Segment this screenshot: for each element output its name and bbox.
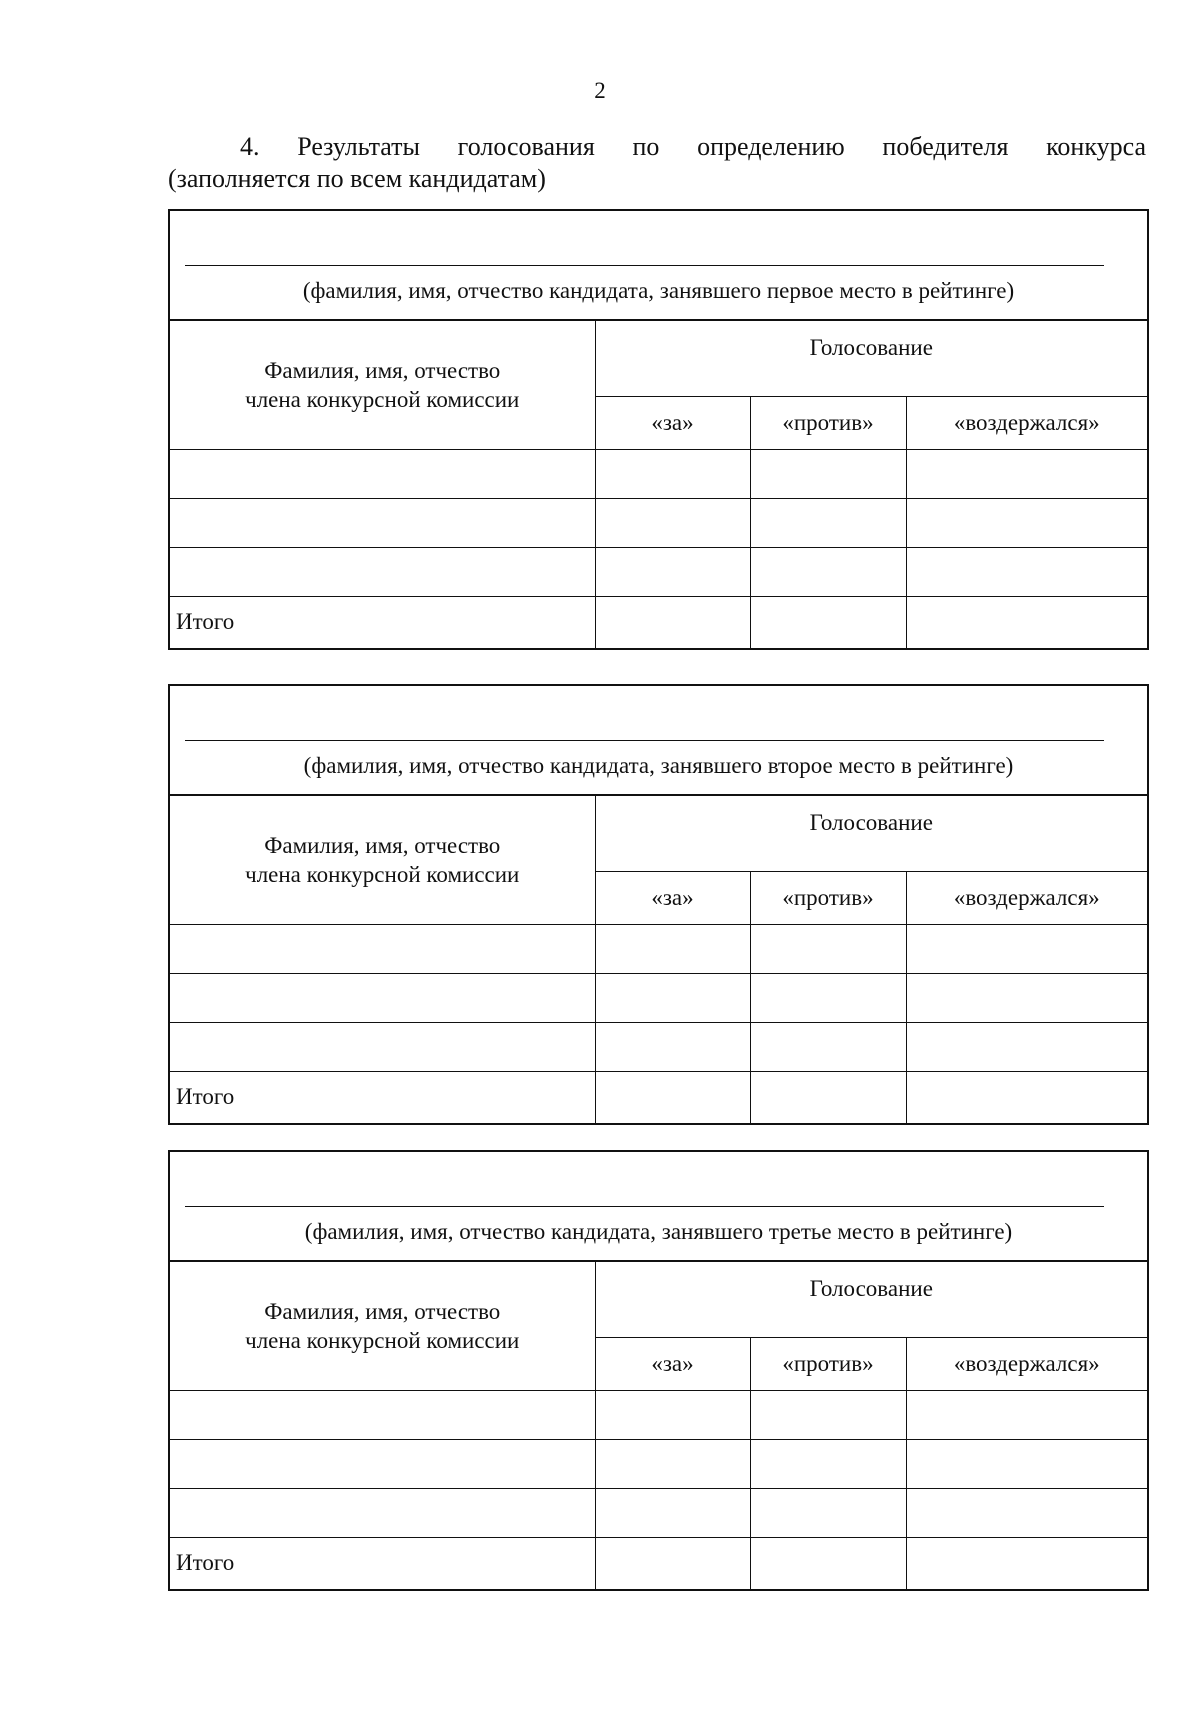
vote-abstained-cell[interactable] [906,924,1148,973]
option-abstained: «воздержался» [906,871,1148,924]
total-for-cell[interactable] [595,596,750,649]
member-name-header [169,795,595,924]
vote-for-cell[interactable] [595,1390,750,1439]
vote-for-cell[interactable] [595,1022,750,1071]
option-abstained: «воздержался» [906,396,1148,449]
table-row [169,449,1148,498]
total-for-cell[interactable] [595,1537,750,1590]
section-heading [168,131,1146,195]
member-name-header-line1: Фамилия, имя, отчество [264,1298,501,1324]
option-for: «за» [595,1337,750,1390]
voting-header: Голосование [595,795,1148,871]
vote-against-cell[interactable] [750,498,906,547]
option-for: «за» [595,871,750,924]
vote-abstained-cell[interactable] [906,973,1148,1022]
total-against-cell[interactable] [750,1071,906,1124]
candidate-caption: (фамилия, имя, отчество кандидата, занявшего третье место в рейтинге) [304,1219,1013,1244]
section-heading-line2: (заполняется по всем кандидатам) [168,164,546,193]
candidate-name-field[interactable] [169,1151,1148,1261]
table-row [169,1488,1148,1537]
candidate-name-line [185,740,1104,741]
total-for-cell[interactable] [595,1071,750,1124]
candidate-name-line [185,265,1104,266]
member-name-header [169,1261,595,1390]
total-label: Итого [169,1537,595,1590]
option-against: «против» [750,396,906,449]
vote-for-cell[interactable] [595,498,750,547]
vote-against-cell[interactable] [750,449,906,498]
table-row [169,498,1148,547]
member-name-header-line2: члена конкурсной комиссии [245,386,520,412]
member-name-header-line2: члена конкурсной комиссии [245,1327,520,1353]
vote-against-cell[interactable] [750,924,906,973]
total-row [169,596,1148,649]
total-abstained-cell[interactable] [906,1071,1148,1124]
vote-against-cell[interactable] [750,1439,906,1488]
member-name-cell[interactable] [169,498,595,547]
total-label: Итого [169,1071,595,1124]
vote-table-third-place [168,1150,1149,1591]
vote-table-second-place [168,684,1149,1125]
member-name-header-line1: Фамилия, имя, отчество [264,357,501,383]
table-row [169,1022,1148,1071]
vote-abstained-cell[interactable] [906,1488,1148,1537]
member-name-cell[interactable] [169,449,595,498]
total-row [169,1071,1148,1124]
vote-for-cell[interactable] [595,1439,750,1488]
vote-against-cell[interactable] [750,1488,906,1537]
voting-header: Голосование [595,1261,1148,1337]
vote-abstained-cell[interactable] [906,1390,1148,1439]
voting-header: Голосование [595,320,1148,396]
member-name-cell[interactable] [169,1390,595,1439]
vote-for-cell[interactable] [595,973,750,1022]
member-name-cell[interactable] [169,973,595,1022]
table-row [169,1439,1148,1488]
table-row [169,547,1148,596]
total-abstained-cell[interactable] [906,596,1148,649]
candidate-name-field[interactable] [169,210,1148,320]
vote-abstained-cell[interactable] [906,449,1148,498]
section-heading-line1: 4. Результаты голосования по определению победителя конкурса [240,132,1146,161]
vote-against-cell[interactable] [750,1022,906,1071]
option-against: «против» [750,1337,906,1390]
candidate-caption: (фамилия, имя, отчество кандидата, занявшего первое место в рейтинге) [302,278,1015,303]
vote-for-cell[interactable] [595,1488,750,1537]
option-against: «против» [750,871,906,924]
vote-abstained-cell[interactable] [906,1022,1148,1071]
vote-for-cell[interactable] [595,449,750,498]
option-for: «за» [595,396,750,449]
table-row [169,973,1148,1022]
candidate-caption: (фамилия, имя, отчество кандидата, занявшего второе место в рейтинге) [303,753,1014,778]
total-label: Итого [169,596,595,649]
candidate-name-field[interactable] [169,685,1148,795]
member-name-cell[interactable] [169,1488,595,1537]
total-against-cell[interactable] [750,596,906,649]
vote-table-first-place [168,209,1149,650]
candidate-name-line [185,1206,1104,1207]
vote-for-cell[interactable] [595,547,750,596]
member-name-header-line2: члена конкурсной комиссии [245,861,520,887]
vote-abstained-cell[interactable] [906,547,1148,596]
vote-abstained-cell[interactable] [906,498,1148,547]
table-row [169,1390,1148,1439]
vote-against-cell[interactable] [750,973,906,1022]
total-against-cell[interactable] [750,1537,906,1590]
total-abstained-cell[interactable] [906,1537,1148,1590]
vote-against-cell[interactable] [750,1390,906,1439]
page-number: 2 [594,78,606,103]
member-name-cell[interactable] [169,547,595,596]
option-abstained: «воздержался» [906,1337,1148,1390]
vote-for-cell[interactable] [595,924,750,973]
vote-against-cell[interactable] [750,547,906,596]
total-row [169,1537,1148,1590]
member-name-header [169,320,595,449]
member-name-cell[interactable] [169,1022,595,1071]
vote-abstained-cell[interactable] [906,1439,1148,1488]
table-row [169,924,1148,973]
member-name-cell[interactable] [169,924,595,973]
member-name-cell[interactable] [169,1439,595,1488]
member-name-header-line1: Фамилия, имя, отчество [264,832,501,858]
